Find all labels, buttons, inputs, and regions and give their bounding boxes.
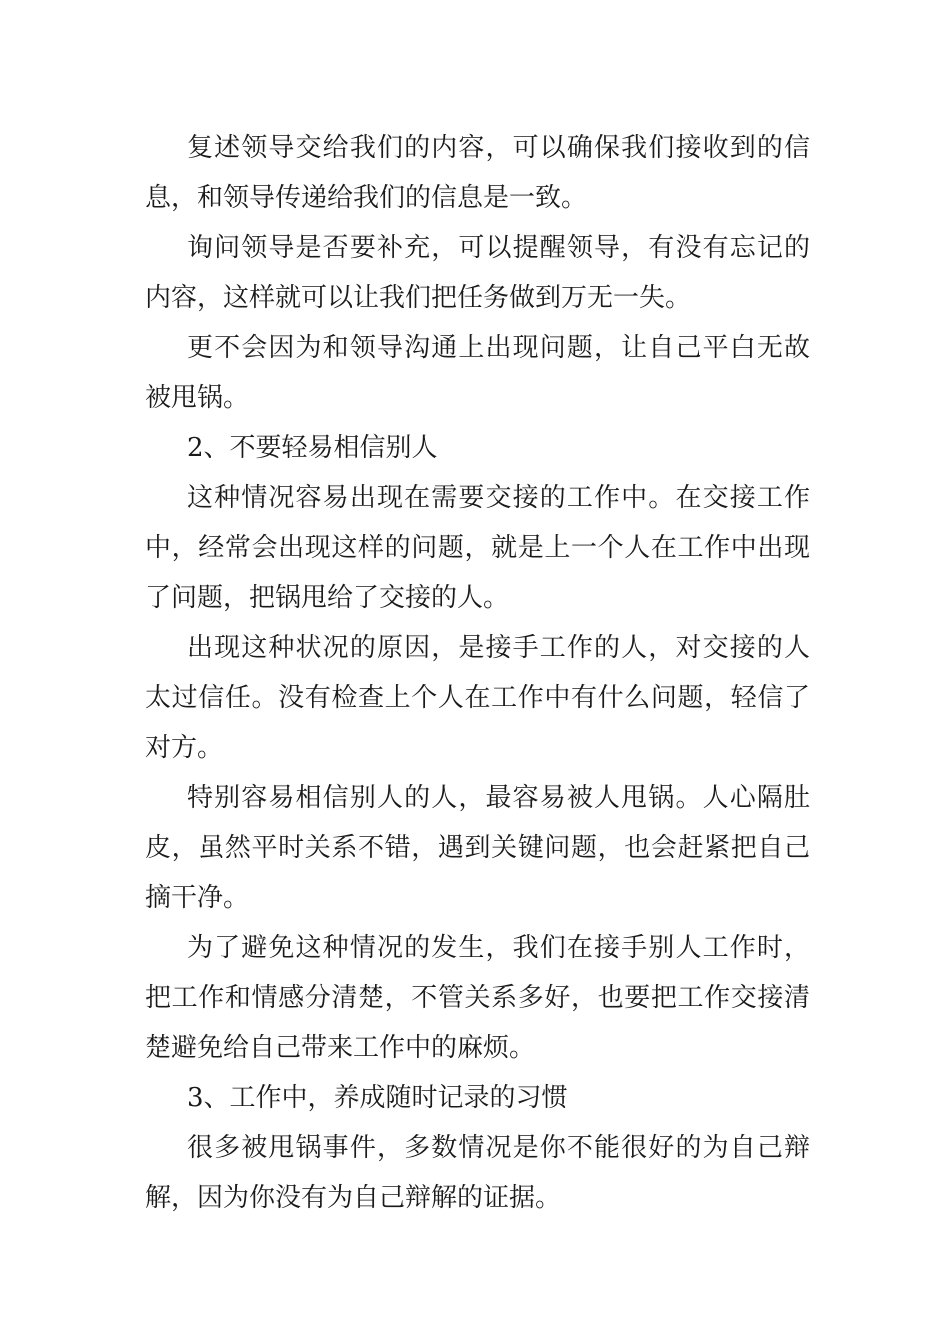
paragraph: 更不会因为和领导沟通上出现问题，让自己平白无故被甩锅。 [145, 333, 810, 413]
paragraph: 特别容易相信别人的人，最容易被人甩锅。人心隔肚皮，虽然平时关系不错，遇到关键问题，也会赶紧把自己摘干净。 [145, 783, 810, 913]
document-body [145, 123, 810, 1223]
paragraph: 出现这种状况的原因，是接手工作的人，对交接的人太过信任。没有检查上个人在工作中有什么问题，轻信了对方。 [145, 633, 810, 763]
section-heading: 2、不要轻易相信别人 [187, 433, 438, 463]
paragraph: 很多被甩锅事件，多数情况是你不能很好的为自己辩解，因为你没有为自己辩解的证据。 [145, 1133, 810, 1213]
paragraph: 询问领导是否要补充，可以提醒领导，有没有忘记的内容，这样就可以让我们把任务做到万无一失。 [145, 233, 810, 313]
section-heading: 3、工作中，养成随时记录的习惯 [187, 1083, 568, 1113]
paragraph: 复述领导交给我们的内容，可以确保我们接收到的信息，和领导传递给我们的信息是一致。 [145, 133, 810, 213]
paragraph: 这种情况容易出现在需要交接的工作中。在交接工作中，经常会出现这样的问题，就是上一个人在工作中出现了问题，把锅甩给了交接的人。 [145, 483, 810, 613]
paragraph: 为了避免这种情况的发生，我们在接手别人工作时，把工作和情感分清楚，不管关系多好，也要把工作交接清楚避免给自己带来工作中的麻烦。 [145, 933, 810, 1063]
